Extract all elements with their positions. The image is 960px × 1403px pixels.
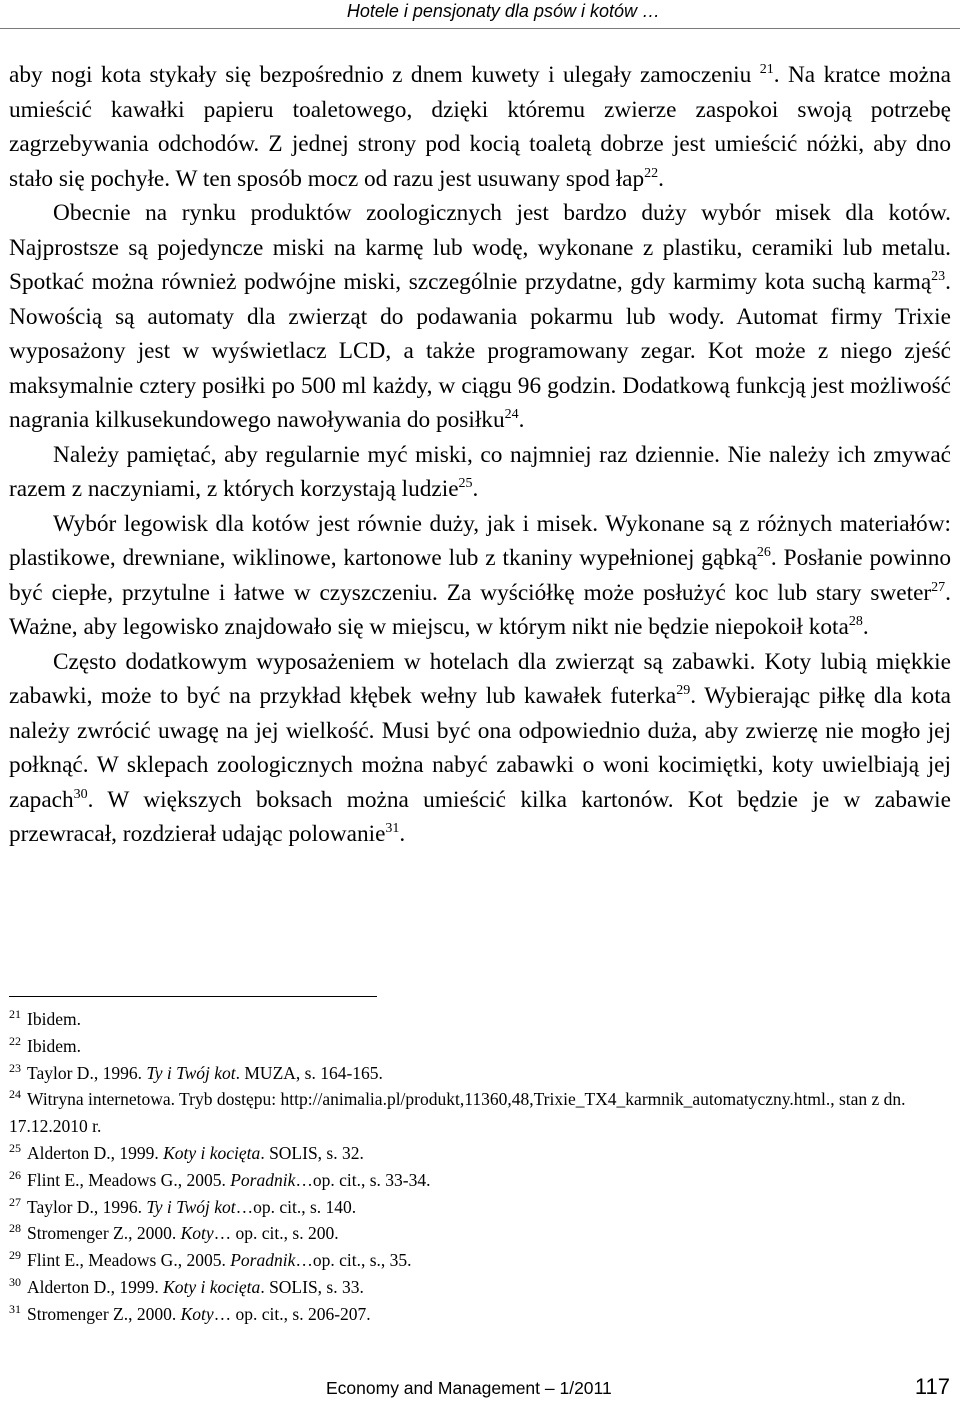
- text-run: .: [862, 614, 869, 640]
- footnote-ref: 24: [504, 407, 519, 422]
- text-run: Taylor D., 1996.: [27, 1196, 147, 1217]
- footnote-number: 23: [9, 1060, 21, 1075]
- footnote-ref: 30: [73, 786, 88, 802]
- text-run: Wybór legowisk dla kotów jest równie duży, jak i misek. Wykonane są z różnych materiałów: plastikowe, drewniane, wiklinowe, kartonowe lub z tkaniny wypełnionej gąbką: [9, 510, 951, 571]
- italic-title: Koty i kocięta: [163, 1142, 261, 1163]
- footnote-ref: 21: [759, 62, 774, 77]
- footer-journal: Economy and Management – 1/2011: [326, 1378, 612, 1398]
- text-run: …op. cit., s. 140.: [235, 1196, 357, 1217]
- text-run: . Posłanie powinno być ciepłe, przytulne i łatwe w czyszczeniu. Za wyściółkę może posłużyć koc lub stary sweter: [9, 545, 951, 606]
- footnote-number: 27: [9, 1194, 21, 1209]
- footnote: [9, 1140, 954, 1167]
- page-number: 117: [914, 1374, 950, 1399]
- footnote-number: 24: [9, 1087, 21, 1102]
- text-run: .: [518, 407, 525, 433]
- body-paragraph: [9, 645, 951, 852]
- text-run: . Na kratce można umieścić kawałki papieru toaletowego, dzięki któremu zwierze zaspokoi swoją potrzebę zagrzebywania odchodów. Z jednej strony pod kocią toaletą dobrze jest umieścić nóżki, aby dno stało się pochyłe. W ten sposób mocz od razu jest usuwany spod łap: [9, 62, 952, 192]
- text-run: . W większych boksach można umieścić kilka kartonów. Kot będzie je w zabawie przewracał, rozdzierał udając polowanie: [9, 786, 951, 847]
- text-run: Alderton D., 1999.: [27, 1142, 164, 1163]
- text-run: Flint E., Meadows G., 2005.: [27, 1250, 231, 1271]
- text-run: Witryna internetowa. Tryb dostępu: http://animalia.pl/produkt,11360,48,Trixie_TX4_karmnik_automatyczny.html., stan z dn. 17.12.2010 r.: [9, 1089, 906, 1137]
- text-run: . Nowością są automaty dla zwierząt do podawania pokarmu lub wody. Automat firmy Trixie wyposażony jest w wyświetlacz LCD, a także programowany zegar. Kot może z niego zjeść maksymalnie cztery posiłki po 500 ml każdy, w ciągu 96 godzin. Dodatkową funkcją jest możliwość nagrania kilkusekundowego nawoływania do posiłku: [9, 269, 951, 433]
- footnote-ref: 27: [931, 579, 946, 595]
- text-run: Ibidem.: [27, 1035, 81, 1056]
- footnote: [9, 1247, 954, 1274]
- text-run: . MUZA, s. 164-165.: [235, 1062, 383, 1083]
- footnote-separator: [9, 996, 377, 997]
- footnote-ref: 22: [644, 165, 659, 181]
- body-paragraph: [9, 58, 951, 196]
- footnote-number: 28: [9, 1221, 21, 1236]
- footnote-number: 30: [9, 1274, 21, 1289]
- footnote: [9, 1220, 954, 1247]
- footnote-number: 26: [9, 1167, 21, 1182]
- footnote: [9, 1086, 954, 1140]
- running-header: [0, 0, 960, 29]
- footnote: [9, 1274, 954, 1301]
- header-title: Hotele i pensjonaty dla psów i kotów …: [346, 1, 660, 21]
- italic-title: Koty i kocięta: [163, 1276, 261, 1297]
- text-run: aby nogi kota stykały się bezpośrednio z dnem kuwety i ulegały zamoczeniu: [9, 62, 760, 88]
- footnote-number: 25: [9, 1140, 21, 1155]
- footnote-number: 31: [9, 1301, 21, 1316]
- text-run: Taylor D., 1996.: [27, 1062, 147, 1083]
- text-run: . SOLIS, s. 32.: [260, 1142, 364, 1163]
- main-text: [9, 58, 951, 852]
- text-run: .: [658, 165, 664, 192]
- footnote-ref: 23: [931, 269, 946, 284]
- footnote: [9, 1033, 954, 1060]
- footnote-ref: 26: [756, 545, 771, 560]
- italic-title: Poradnik: [230, 1250, 296, 1271]
- text-run: Alderton D., 1999.: [27, 1276, 164, 1297]
- italic-title: Ty i Twój kot: [146, 1062, 236, 1083]
- text-run: Ibidem.: [27, 1009, 81, 1029]
- footnote-ref: 28: [848, 614, 863, 629]
- footnote-ref: 25: [458, 476, 473, 491]
- footnote: [9, 1301, 954, 1328]
- italic-title: Koty: [180, 1303, 214, 1324]
- text-run: … op. cit., s. 206-207.: [213, 1303, 371, 1324]
- body-paragraph: [9, 507, 951, 645]
- footnote-ref: 29: [676, 683, 691, 698]
- text-run: …op. cit., s., 35.: [295, 1250, 412, 1271]
- footnote-number: 21: [9, 1007, 21, 1021]
- text-run: … op. cit., s. 200.: [213, 1223, 339, 1244]
- text-run: .: [472, 476, 479, 502]
- text-run: . Ważne, aby legowisko znajdowało się w miejscu, w którym nikt nie będzie niepokoił kota: [9, 579, 951, 640]
- footnote-ref: 31: [385, 821, 400, 836]
- italic-title: Poradnik: [230, 1169, 296, 1190]
- text-run: Obecnie na rynku produktów zoologicznych jest bardzo duży wybór misek dla kotów. Najprostsze są pojedyncze miski na karmę lub wodę, wykonane z plastiku, ceramiki lub metalu. Spotkać można również podwójne miski, szczególnie przydatne, gdy karmimy kota suchą karmą: [9, 200, 951, 295]
- text-run: .: [399, 821, 406, 847]
- body-paragraph: [9, 196, 951, 438]
- text-run: . Wybierając piłkę dla kota należy zwrócić uwagę na jej wielkość. Musi być ona odpowiednio duża, aby zwierzę nie mogło jej połknąć. W sklepach zoologicznych można nabyć zabawki o woni kocimiętki, koty uwielbiają jej zapach: [9, 683, 952, 813]
- text-run: Często dodatkowym wyposażeniem w hotelach dla zwierząt są zabawki. Koty lubią miękkie zabawki, może to być na przykład kłębek wełny lub kawałek futerka: [9, 648, 951, 709]
- footnote: [9, 1194, 954, 1221]
- footnotes: [9, 1006, 954, 1328]
- footnote: [9, 1167, 954, 1194]
- text-run: …op. cit., s. 33-34.: [295, 1169, 431, 1190]
- text-run: Stromenger Z., 2000.: [27, 1223, 181, 1244]
- text-run: . SOLIS, s. 33.: [260, 1276, 364, 1297]
- text-run: Stromenger Z., 2000.: [27, 1303, 181, 1324]
- footnote-number: 22: [9, 1033, 21, 1048]
- text-run: Flint E., Meadows G., 2005.: [27, 1169, 231, 1190]
- footnote: [9, 1006, 954, 1033]
- italic-title: Ty i Twój kot: [146, 1196, 236, 1217]
- italic-title: Koty: [180, 1223, 214, 1244]
- footnote-number: 29: [9, 1248, 21, 1263]
- text-run: Należy pamiętać, aby regularnie myć miski, co najmniej raz dziennie. Nie należy ich zmywać razem z naczyniami, z których korzystają ludzie: [9, 441, 951, 502]
- footnote: [9, 1060, 954, 1087]
- body-paragraph: [9, 438, 951, 507]
